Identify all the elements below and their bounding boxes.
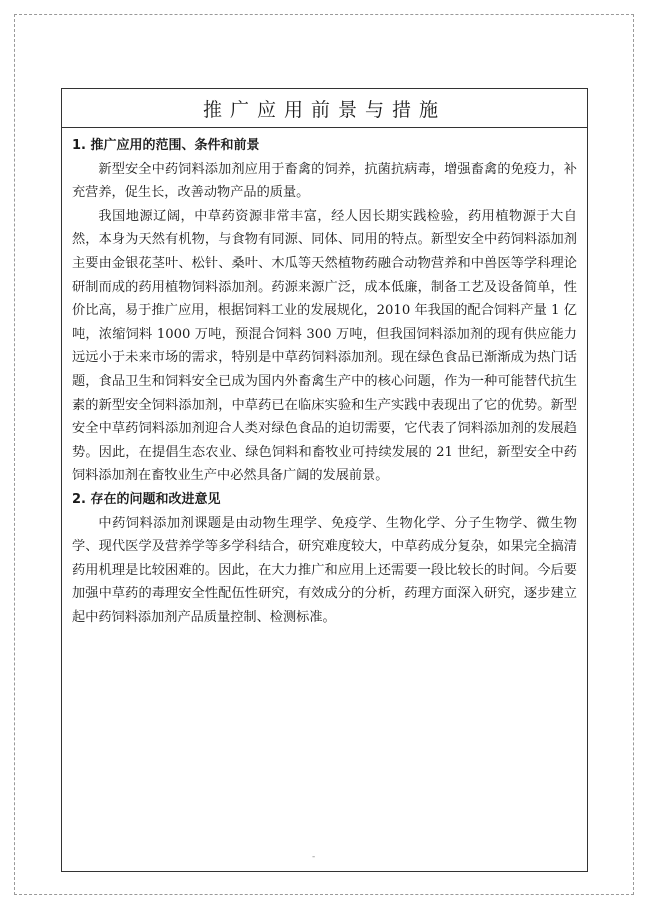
document-title: 推广应用前景与措施 [202,98,446,121]
paragraph: 新型安全中药饲料添加剂应用于畜禽的饲养，抗菌抗病毒，增强畜禽的免疫力，补充营养，促生长，改善动物产品的质量。 [72,161,577,201]
form-box [61,88,588,872]
paragraph: 我国地源辽阔，中草药资源非常丰富，经人因长期实践检验，药用植物源于大自然，本身为天然有机物，与食物有同源、同体、同用的特点。新型安全中药饲料添加剂主要由金银花茎叶、松针、桑叶、木瓜等天然植物药融合动物营养和中兽医等学科理论研制而成的药用植物饲料添加剂。药源来源广泛，成本低廉，制备工艺及设备简单，性价比高，易于推广应用，根据饲料工业的发展规化，2010 年我国的配合饲料产量 1 亿吨，浓缩饲料 1000 万吨，预混合饲料 300 万吨，但我国饲料添加剂的现有供应能力远远小于未来市场的需求，特别是中草药饲料添加剂。现在绿色食品已渐渐成为热门话题，食品卫生和饲料安全已成为国内外畜禽生产中的核心问题，作为一种可能替代抗生素的新型安全饲料添加剂，中草药已在临床实验和生产实践中表现出了它的优势。新型安全中草药饲料添加剂迎合人类对绿色食品的迫切需要，它代表了饲料添加剂的发展趋势。因此，在提倡生态农业、绿色饲料和畜牧业可持续发展的 21 世纪，新型安全中药饲料添加剂在畜牧业生产中必然具备广阔的发展前景。 [72,208,577,484]
content-area [62,128,587,629]
page-footer-mark: - [312,852,316,862]
section-heading-issues: 2. 存在的问题和改进意见 [72,491,221,507]
paragraph: 中药饲料添加剂课题是由动物生理学、免疫学、生物化学、分子生物学、微生物学、现代医学及营养学等多学科结合，研究难度较大，中草药成分复杂，如果完全搞清药用机理是比较困难的。因此，在大力推广和应用上还需要一段比较长的时间。今后要加强中草药的毒理安全性配伍性研究，有效成分的分析，药理方面深入研究，逐步建立起中药饲料添加剂产品质量控制、检测标准。 [72,515,577,625]
title-row [62,89,587,128]
section-heading-scope: 1. 推广应用的范围、条件和前景 [72,138,260,153]
